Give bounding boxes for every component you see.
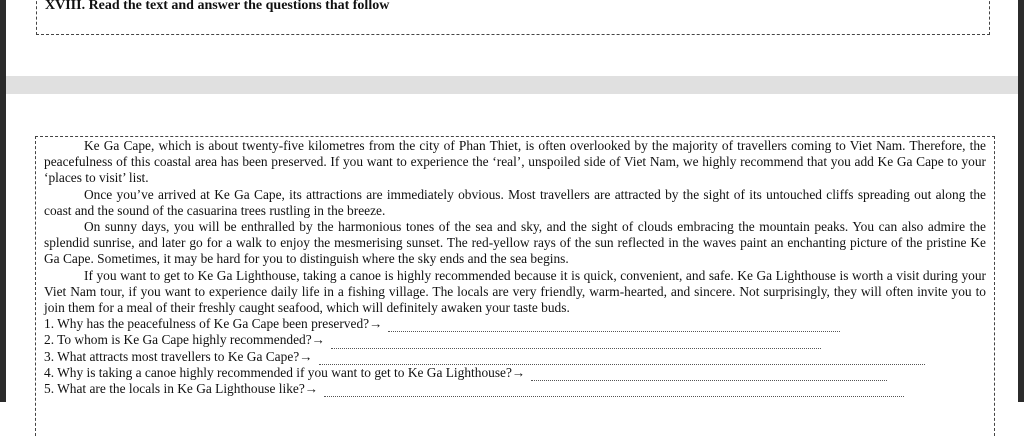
question-item [44,332,986,348]
question-text: 5. What are the locals in Ke Ga Lighthouse like?→ [44,381,319,397]
question-text: 1. Why has the peacefulness of Ke Ga Cape been preserved?→ [44,316,383,332]
page-break [6,76,1018,94]
answer-line[interactable] [531,370,887,381]
answer-line[interactable] [388,321,840,332]
question-text: 2. To whom is Ke Ga Cape highly recommended?→ [44,332,326,348]
question-item [44,316,986,332]
question-list [44,316,986,397]
passage-paragraph-3: On sunny days, you will be enthralled by the harmonious tones of the sea and sky, and the sight of clouds embracing the mountain peaks. You can also admire the splendid sunrise, and later go for a walk to enjoy the mesmerising sunset. The red-yellow rays of the sun reflected in the waves paint an enchanting picture of the pristine Ke Ga Cape. Sometimes, it may be hard for you to distinguish where the sky ends and the sea begins. [44,219,986,267]
heading-box [36,0,990,35]
previous-page-bottom [6,0,1018,76]
section-heading: XVIII. Read the text and answer the questions that follow [45,0,390,13]
right-margin [1018,0,1024,402]
passage-paragraph-1: Ke Ga Cape, which is about twenty-five kilometres from the city of Phan Thiet, is often overlooked by the majority of travellers coming to Viet Nam. Therefore, the peacefulness of this coastal area has been preserved. If you want to experience the ‘real’, unspoiled side of Viet Nam, we highly recommend that you add Ke Ga Cape to your ‘places to visit’ list. [44,138,986,186]
reading-passage-box [35,136,995,436]
passage-paragraph-4: If you want to get to Ke Ga Lighthouse, taking a canoe is highly recommended because it is quick, convenient, and safe. Ke Ga Lighthouse is worth a visit during your Viet Nam tour, if you want to experience daily life in a fishing village. The locals are very friendly, warm-hearted, and sincere. Not surprisingly, they will often invite you to join them for a meal of their freshly caught seafood, which will definitely awaken your taste buds. [44,267,986,316]
question-text: 4. Why is taking a canoe highly recommended if you want to get to Ke Ga Lighthouse?→ [44,364,526,380]
answer-line[interactable] [331,338,821,349]
question-item [44,381,986,397]
document-page [6,94,1018,402]
passage-paragraph-2: Once you’ve arrived at Ke Ga Cape, its attractions are immediately obvious. Most travellers are attracted by the sight of its untouched cliffs spreading out along the coast and the sound of the casuarina trees rustling in the breeze. [44,186,986,218]
question-text: 3. What attracts most travellers to Ke Ga Cape?→ [44,348,313,364]
question-item [44,365,986,381]
question-item [44,349,986,365]
answer-line[interactable] [324,386,904,397]
answer-line[interactable] [319,354,925,365]
